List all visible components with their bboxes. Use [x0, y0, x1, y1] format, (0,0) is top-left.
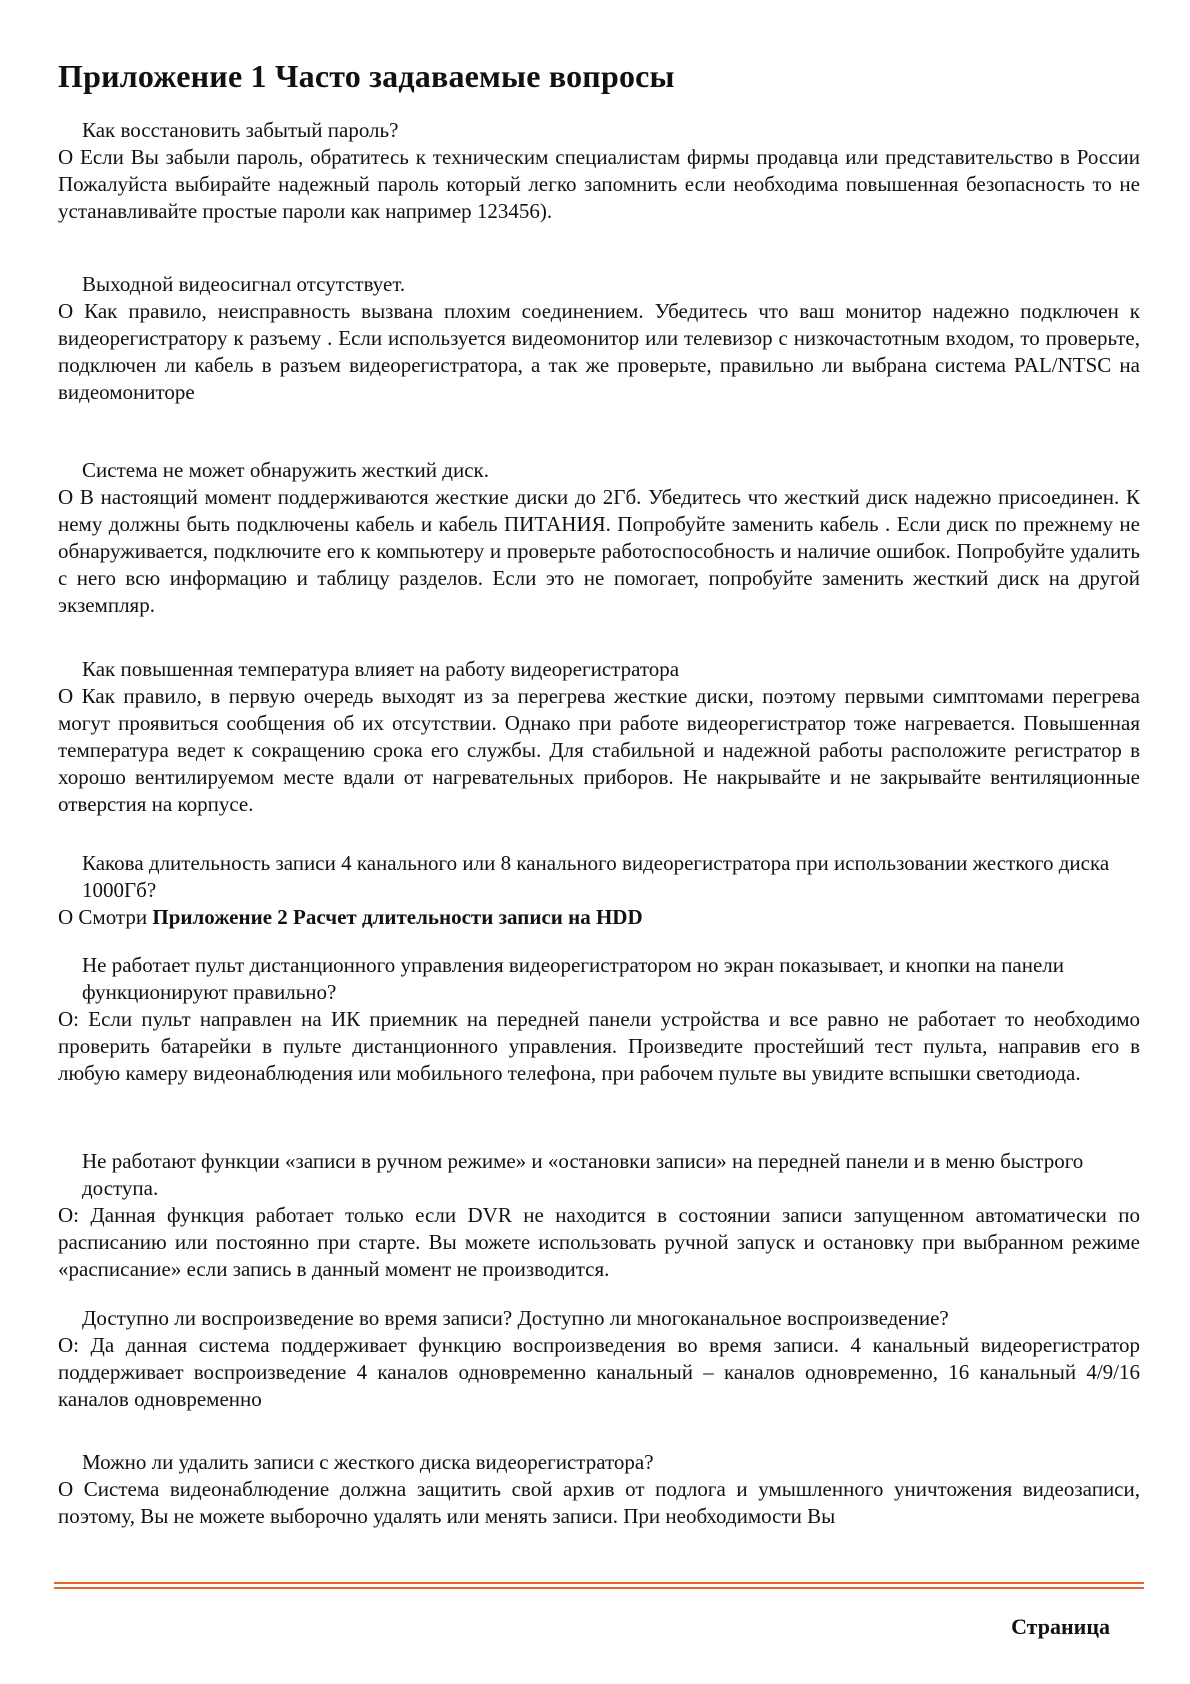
faq-answer — [58, 904, 1140, 931]
faq-question: Как восстановить забытый пароль? — [82, 118, 399, 142]
faq-item — [58, 1148, 1140, 1283]
page-footer: Страница — [1011, 1614, 1110, 1639]
faq-question: Выходной видеосигнал отсутствует. — [82, 272, 406, 296]
faq-item — [58, 952, 1140, 1087]
faq-answer: О: Данная функция работает только если DVR не находится в состоянии записи запущенном автоматически по расписанию или постоянно при старте. Вы можете использовать ручной запуск и остановку при выбранном режиме «расписание» если запись в данный момент не производится. — [58, 1203, 1140, 1281]
faq-item — [58, 1449, 1140, 1530]
faq-item — [58, 117, 1140, 225]
faq-answer-prefix: О Смотри — [58, 905, 153, 929]
page-title: Приложение 1 Часто задаваемые вопросы — [58, 58, 675, 94]
footer-divider — [54, 1587, 1144, 1589]
faq-item — [58, 656, 1140, 818]
faq-answer: О В настоящий момент поддерживаются жесткие диски до 2Гб. Убедитесь что жесткий диск надежно присоединен. К нему должны быть подключены кабель и кабель ПИТАНИЯ. Попробуйте заменить кабель . Если диск по прежнему не обнаруживается, подключите его к компьютеру и проверьте работоспособность и наличие ошибок. Попробуйте удалить с него всю информацию и таблицу разделов. Если это не помогает, попробуйте заменить жесткий диск на другой экземпляр. — [58, 485, 1140, 617]
faq-item — [58, 271, 1140, 406]
faq-answer: О: Если пульт направлен на ИК приемник на передней панели устройства и все равно не работает то необходимо проверить батарейки в пульте дистанционного управления. Произведите простейший тест пульта, направив его в любую камеру видеонаблюдения или мобильного телефона, при рабочем пульте вы увидите вспышки светодиода. — [58, 1007, 1140, 1085]
footer-divider — [54, 1582, 1144, 1584]
faq-answer: О Как правило, неисправность вызвана плохим соединением. Убедитесь что ваш монитор надежно подключен к видеорегистратору к разъему . Если используется видеомонитор или телевизор с низкочастотным входом, то проверьте, подключен ли кабель в разъем видеорегистратора, а так же проверьте, правильно ли выбрана система PAL/NTSC на видеомониторе — [58, 299, 1140, 404]
faq-answer: О Если Вы забыли пароль, обратитесь к техническим специалистам фирмы продавца или представительство в России Пожалуйста выбирайте надежный пароль который легко запомнить если необходима повышенная безопасность то не устанавливайте простые пароли как например 123456). — [58, 145, 1140, 223]
faq-item — [58, 850, 1140, 931]
faq-item — [58, 457, 1140, 619]
faq-answer: О Как правило, в первую очередь выходят из за перегрева жесткие диски, поэтому первыми симптомами перегрева могут проявиться сообщения об их отсутствии. Однако при работе видеорегистратор тоже нагревается. Повышенная температура ведет к сокращению срока его службы. Для стабильной и надежной работы расположите регистратор в хорошо вентилируемом месте вдали от нагревательных приборов. Не накрывайте и не закрывайте вентиляционные отверстия на корпусе. — [58, 684, 1140, 816]
faq-question: Не работает пульт дистанционного управления видеорегистратором но экран показывает, и кнопки на панели функционируют правильно? — [82, 953, 1065, 1004]
faq-question: Можно ли удалить записи с жесткого диска видеорегистратора? — [82, 1450, 654, 1474]
faq-question: Доступно ли воспроизведение во время записи? Доступно ли многоканальное воспроизведение? — [82, 1306, 949, 1330]
appendix-reference: Приложение 2 Расчет длительности записи на HDD — [152, 905, 643, 929]
faq-answer: О: Да данная система поддерживает функцию воспроизведения во время записи. 4 канальный видеорегистратор поддерживает воспроизведение 4 каналов одновременно канальный – каналов одновременно, 16 канальный 4/9/16 каналов одновременно — [58, 1333, 1140, 1411]
faq-question: Какова длительность записи 4 канального или 8 канального видеорегистратора при использовании жесткого диска 1000Гб? — [82, 851, 1110, 902]
faq-answer: О Система видеонаблюдение должна защитить свой архив от подлога и умышленного уничтожения видеозаписи, поэтому, Вы не можете выборочно удалять или менять записи. При необходимости Вы — [58, 1477, 1140, 1528]
faq-question: Система не может обнаружить жесткий диск. — [82, 458, 489, 482]
faq-item — [58, 1305, 1140, 1413]
faq-question: Не работают функции «записи в ручном режиме» и «остановки записи» на передней панели и в меню быстрого доступа. — [82, 1149, 1084, 1200]
faq-question: Как повышенная температура влияет на работу видеорегистратора — [82, 657, 680, 681]
